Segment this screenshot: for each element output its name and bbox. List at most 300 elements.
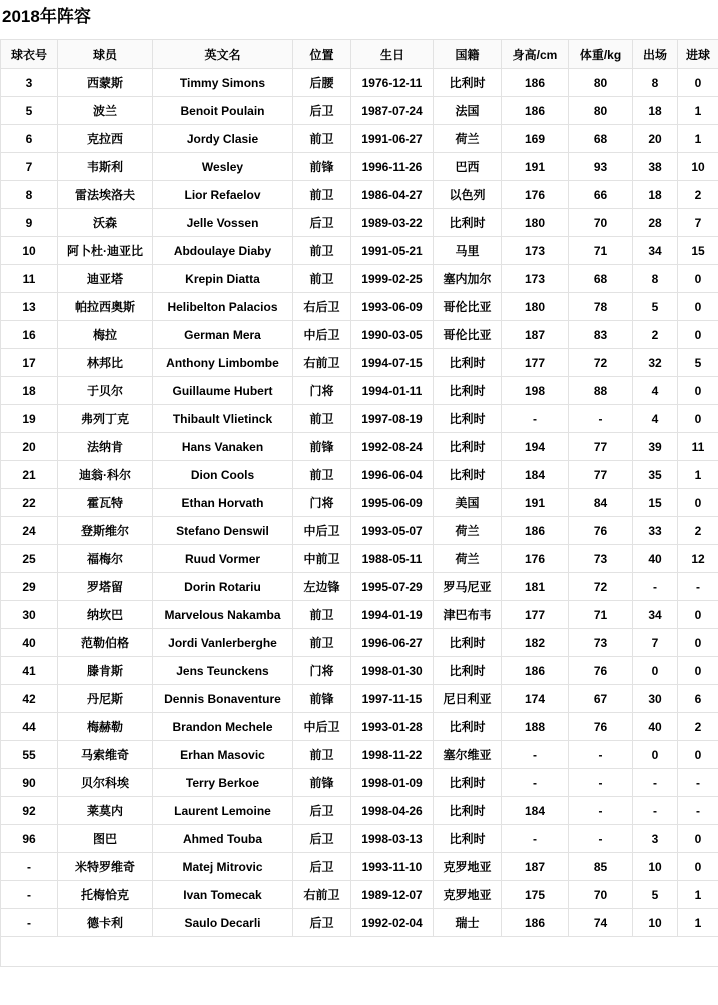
table-cell: 0: [678, 321, 718, 349]
table-cell: 比利时: [434, 461, 502, 489]
table-cell: 米特罗维奇: [58, 853, 153, 881]
table-cell: 范勒伯格: [58, 629, 153, 657]
table-cell: 尼日利亚: [434, 685, 502, 713]
table-cell: 2: [678, 713, 718, 741]
table-cell: -: [1, 853, 58, 881]
table-cell: 霍瓦特: [58, 489, 153, 517]
table-row: [1, 825, 718, 853]
table-cell: 22: [1, 489, 58, 517]
table-cell: 荷兰: [434, 545, 502, 573]
table-cell: 0: [678, 741, 718, 769]
table-cell: 7: [1, 153, 58, 181]
table-row: [1, 601, 718, 629]
table-row: [1, 517, 718, 545]
table-cell: 梅拉: [58, 321, 153, 349]
table-cell: 8: [1, 181, 58, 209]
table-cell: 1997-08-19: [351, 405, 434, 433]
table-cell: 73: [569, 545, 633, 573]
table-cell: 右前卫: [293, 349, 351, 377]
table-cell: 前锋: [293, 685, 351, 713]
table-cell: 荷兰: [434, 125, 502, 153]
table-row: [1, 769, 718, 797]
table-cell: 马里: [434, 237, 502, 265]
table-cell: 1993-05-07: [351, 517, 434, 545]
table-row: [1, 881, 718, 909]
table-cell: 1998-11-22: [351, 741, 434, 769]
table-cell: -: [678, 797, 718, 825]
table-cell: 11: [1, 265, 58, 293]
table-cell: 3: [1, 69, 58, 97]
table-cell: 门将: [293, 657, 351, 685]
table-cell: 44: [1, 713, 58, 741]
table-cell: 图巴: [58, 825, 153, 853]
table-cell: 38: [633, 153, 678, 181]
column-header: 球衣号: [1, 40, 58, 69]
table-cell: 40: [633, 545, 678, 573]
squad-table-header: [1, 40, 718, 69]
table-cell: 7: [633, 629, 678, 657]
table-cell: 6: [1, 125, 58, 153]
table-cell: 比利时: [434, 629, 502, 657]
table-cell: 72: [569, 573, 633, 601]
table-cell: 173: [502, 265, 569, 293]
table-cell: 74: [569, 909, 633, 937]
table-cell: Lior Refaelov: [153, 181, 293, 209]
table-cell: 0: [678, 657, 718, 685]
table-cell: 福梅尔: [58, 545, 153, 573]
table-cell: 35: [633, 461, 678, 489]
table-cell: 176: [502, 181, 569, 209]
table-cell: 滕肯斯: [58, 657, 153, 685]
table-cell: 0: [633, 741, 678, 769]
table-cell: 1: [678, 881, 718, 909]
table-row: [1, 237, 718, 265]
table-cell: 后卫: [293, 853, 351, 881]
table-cell: 32: [633, 349, 678, 377]
table-row: [1, 209, 718, 237]
table-cell: 76: [569, 713, 633, 741]
table-cell: -: [502, 769, 569, 797]
table-cell: 中前卫: [293, 545, 351, 573]
column-header: 体重/kg: [569, 40, 633, 69]
table-row: [1, 713, 718, 741]
table-cell: 于贝尔: [58, 377, 153, 405]
table-cell: Guillaume Hubert: [153, 377, 293, 405]
table-cell: 1989-12-07: [351, 881, 434, 909]
table-cell: 荷兰: [434, 517, 502, 545]
table-cell: 21: [1, 461, 58, 489]
table-cell: 67: [569, 685, 633, 713]
table-cell: 174: [502, 685, 569, 713]
table-cell: 78: [569, 293, 633, 321]
table-cell: 1993-11-10: [351, 853, 434, 881]
table-cell: 西蒙斯: [58, 69, 153, 97]
table-cell: 罗马尼亚: [434, 573, 502, 601]
table-cell: 3: [633, 825, 678, 853]
table-cell: 30: [1, 601, 58, 629]
table-cell: Erhan Masovic: [153, 741, 293, 769]
table-cell: 5: [633, 293, 678, 321]
table-cell: 前锋: [293, 769, 351, 797]
table-cell: 0: [633, 657, 678, 685]
table-cell: Anthony Limbombe: [153, 349, 293, 377]
table-cell: 登斯维尔: [58, 517, 153, 545]
table-cell: 右后卫: [293, 293, 351, 321]
table-cell: 莱莫内: [58, 797, 153, 825]
table-cell: 0: [678, 377, 718, 405]
table-cell: 1996-06-27: [351, 629, 434, 657]
table-row: [1, 153, 718, 181]
table-cell: 180: [502, 209, 569, 237]
table-cell: -: [633, 797, 678, 825]
table-cell: 前锋: [293, 153, 351, 181]
table-cell: 188: [502, 713, 569, 741]
table-row: [1, 97, 718, 125]
table-cell: Ahmed Touba: [153, 825, 293, 853]
table-cell: 前卫: [293, 405, 351, 433]
empty-row: [1, 937, 718, 967]
table-cell: Benoit Poulain: [153, 97, 293, 125]
table-cell: 哥伦比亚: [434, 321, 502, 349]
table-cell: 177: [502, 349, 569, 377]
table-cell: 1988-05-11: [351, 545, 434, 573]
table-cell: 迪翁·科尔: [58, 461, 153, 489]
table-cell: 0: [678, 265, 718, 293]
table-cell: 8: [633, 265, 678, 293]
table-cell: 20: [633, 125, 678, 153]
table-cell: Wesley: [153, 153, 293, 181]
table-cell: Saulo Decarli: [153, 909, 293, 937]
table-cell: -: [569, 405, 633, 433]
table-cell: 24: [1, 517, 58, 545]
table-cell: 96: [1, 825, 58, 853]
table-cell: 比利时: [434, 405, 502, 433]
table-cell: 71: [569, 601, 633, 629]
table-cell: 雷法埃洛夫: [58, 181, 153, 209]
table-cell: 克罗地亚: [434, 881, 502, 909]
table-cell: 哥伦比亚: [434, 293, 502, 321]
table-cell: 182: [502, 629, 569, 657]
squad-table-body: [1, 69, 718, 967]
table-cell: 阿卜杜·迪亚比: [58, 237, 153, 265]
table-cell: 10: [1, 237, 58, 265]
table-cell: 33: [633, 517, 678, 545]
table-cell: 73: [569, 629, 633, 657]
table-row: [1, 461, 718, 489]
table-cell: 巴西: [434, 153, 502, 181]
table-cell: 前卫: [293, 181, 351, 209]
table-cell: 71: [569, 237, 633, 265]
table-cell: 4: [633, 405, 678, 433]
table-cell: -: [502, 825, 569, 853]
table-cell: 0: [678, 69, 718, 97]
table-cell: 92: [1, 797, 58, 825]
table-cell: 66: [569, 181, 633, 209]
column-header: 国籍: [434, 40, 502, 69]
table-cell: 前锋: [293, 433, 351, 461]
table-cell: 1996-11-26: [351, 153, 434, 181]
table-cell: 184: [502, 797, 569, 825]
table-row: [1, 545, 718, 573]
table-cell: 16: [1, 321, 58, 349]
table-cell: Hans Vanaken: [153, 433, 293, 461]
table-cell: -: [1, 909, 58, 937]
table-cell: 1998-01-30: [351, 657, 434, 685]
table-cell: -: [678, 573, 718, 601]
table-cell: 29: [1, 573, 58, 601]
table-cell: 1992-08-24: [351, 433, 434, 461]
table-cell: 0: [678, 293, 718, 321]
table-cell: 罗塔留: [58, 573, 153, 601]
table-cell: 后卫: [293, 97, 351, 125]
column-header: 进球: [678, 40, 718, 69]
table-row: [1, 265, 718, 293]
table-cell: 托梅恰克: [58, 881, 153, 909]
table-cell: 梅赫勒: [58, 713, 153, 741]
table-cell: Dion Cools: [153, 461, 293, 489]
table-cell: 帕拉西奥斯: [58, 293, 153, 321]
table-cell: 后卫: [293, 909, 351, 937]
table-cell: 1997-11-15: [351, 685, 434, 713]
table-cell: 8: [633, 69, 678, 97]
table-cell: 40: [633, 713, 678, 741]
table-cell: 28: [633, 209, 678, 237]
table-cell: 10: [633, 909, 678, 937]
table-cell: 塞尔维亚: [434, 741, 502, 769]
table-cell: 34: [633, 601, 678, 629]
table-cell: German Mera: [153, 321, 293, 349]
table-cell: 2: [633, 321, 678, 349]
table-cell: 18: [633, 181, 678, 209]
table-cell: Stefano Denswil: [153, 517, 293, 545]
table-row: [1, 909, 718, 937]
table-cell: 弗列丁克: [58, 405, 153, 433]
table-cell: 门将: [293, 489, 351, 517]
table-cell: 68: [569, 265, 633, 293]
table-cell: 0: [678, 825, 718, 853]
table-row: [1, 181, 718, 209]
table-cell: 186: [502, 909, 569, 937]
table-cell: 169: [502, 125, 569, 153]
table-cell: 前卫: [293, 461, 351, 489]
table-cell: 后腰: [293, 69, 351, 97]
table-cell: Krepin Diatta: [153, 265, 293, 293]
table-cell: -: [502, 405, 569, 433]
table-cell: 比利时: [434, 825, 502, 853]
table-row: [1, 741, 718, 769]
table-cell: 20: [1, 433, 58, 461]
table-row: [1, 629, 718, 657]
table-cell: 10: [678, 153, 718, 181]
table-cell: 41: [1, 657, 58, 685]
table-cell: 0: [678, 629, 718, 657]
table-cell: 津巴布韦: [434, 601, 502, 629]
table-cell: Ivan Tomecak: [153, 881, 293, 909]
table-cell: Ruud Vormer: [153, 545, 293, 573]
table-cell: 2: [678, 181, 718, 209]
table-cell: 克拉西: [58, 125, 153, 153]
table-cell: 比利时: [434, 797, 502, 825]
table-row: [1, 405, 718, 433]
table-cell: Matej Mitrovic: [153, 853, 293, 881]
table-row: [1, 573, 718, 601]
table-cell: Jelle Vossen: [153, 209, 293, 237]
table-cell: Dennis Bonaventure: [153, 685, 293, 713]
table-cell: -: [569, 797, 633, 825]
table-cell: 84: [569, 489, 633, 517]
table-cell: Marvelous Nakamba: [153, 601, 293, 629]
table-cell: -: [1, 881, 58, 909]
table-cell: 韦斯利: [58, 153, 153, 181]
table-cell: -: [678, 769, 718, 797]
table-cell: 法国: [434, 97, 502, 125]
table-cell: Helibelton Palacios: [153, 293, 293, 321]
table-cell: 11: [678, 433, 718, 461]
table-cell: 6: [678, 685, 718, 713]
table-row: [1, 69, 718, 97]
table-cell: -: [633, 769, 678, 797]
table-cell: 1: [678, 97, 718, 125]
table-cell: 5: [633, 881, 678, 909]
table-cell: 77: [569, 433, 633, 461]
table-cell: 1987-07-24: [351, 97, 434, 125]
table-cell: 0: [678, 489, 718, 517]
table-cell: Abdoulaye Diaby: [153, 237, 293, 265]
table-cell: 19: [1, 405, 58, 433]
table-cell: 181: [502, 573, 569, 601]
table-cell: 1998-01-09: [351, 769, 434, 797]
table-row: [1, 377, 718, 405]
table-cell: 18: [633, 97, 678, 125]
table-cell: Laurent Lemoine: [153, 797, 293, 825]
table-cell: 186: [502, 97, 569, 125]
table-cell: 198: [502, 377, 569, 405]
table-cell: 1: [678, 125, 718, 153]
table-row: [1, 657, 718, 685]
table-cell: 1989-03-22: [351, 209, 434, 237]
table-cell: 1998-03-13: [351, 825, 434, 853]
table-cell: 门将: [293, 377, 351, 405]
table-cell: 1990-03-05: [351, 321, 434, 349]
table-cell: 93: [569, 153, 633, 181]
table-cell: 比利时: [434, 769, 502, 797]
table-cell: 1994-07-15: [351, 349, 434, 377]
table-cell: 后卫: [293, 825, 351, 853]
table-cell: 173: [502, 237, 569, 265]
table-cell: 波兰: [58, 97, 153, 125]
table-cell: 1998-04-26: [351, 797, 434, 825]
table-cell: 丹尼斯: [58, 685, 153, 713]
table-cell: 比利时: [434, 349, 502, 377]
table-cell: -: [569, 825, 633, 853]
table-cell: 176: [502, 545, 569, 573]
table-cell: Dorin Rotariu: [153, 573, 293, 601]
table-cell: 1994-01-11: [351, 377, 434, 405]
column-header: 英文名: [153, 40, 293, 69]
table-cell: 25: [1, 545, 58, 573]
table-cell: 右前卫: [293, 881, 351, 909]
table-cell: 184: [502, 461, 569, 489]
table-cell: 88: [569, 377, 633, 405]
table-cell: Jordi Vanlerberghe: [153, 629, 293, 657]
table-cell: 80: [569, 69, 633, 97]
table-cell: Terry Berkoe: [153, 769, 293, 797]
table-cell: 德卡利: [58, 909, 153, 937]
table-cell: 2: [678, 517, 718, 545]
table-cell: 85: [569, 853, 633, 881]
table-cell: 83: [569, 321, 633, 349]
table-cell: 1: [678, 461, 718, 489]
table-cell: 1991-05-21: [351, 237, 434, 265]
table-cell: 前卫: [293, 741, 351, 769]
table-cell: 左边锋: [293, 573, 351, 601]
table-cell: 沃森: [58, 209, 153, 237]
table-row: [1, 433, 718, 461]
table-row: [1, 349, 718, 377]
table-cell: 13: [1, 293, 58, 321]
column-header: 生日: [351, 40, 434, 69]
table-cell: 中后卫: [293, 517, 351, 545]
table-cell: 1992-02-04: [351, 909, 434, 937]
table-cell: 39: [633, 433, 678, 461]
table-cell: 10: [633, 853, 678, 881]
table-cell: 80: [569, 97, 633, 125]
table-cell: 1991-06-27: [351, 125, 434, 153]
column-header: 球员: [58, 40, 153, 69]
table-cell: 贝尔科埃: [58, 769, 153, 797]
table-cell: 186: [502, 69, 569, 97]
table-cell: 1995-07-29: [351, 573, 434, 601]
table-cell: 比利时: [434, 657, 502, 685]
empty-cell: [1, 937, 718, 967]
table-cell: 186: [502, 517, 569, 545]
table-cell: Jens Teunckens: [153, 657, 293, 685]
table-cell: 12: [678, 545, 718, 573]
squad-table: [0, 39, 718, 967]
table-row: [1, 797, 718, 825]
table-cell: 0: [678, 405, 718, 433]
table-cell: -: [569, 769, 633, 797]
table-cell: 比利时: [434, 69, 502, 97]
table-cell: 34: [633, 237, 678, 265]
table-cell: 纳坎巴: [58, 601, 153, 629]
table-cell: 比利时: [434, 377, 502, 405]
table-cell: 30: [633, 685, 678, 713]
table-cell: 77: [569, 461, 633, 489]
table-cell: 1993-01-28: [351, 713, 434, 741]
table-cell: 前卫: [293, 629, 351, 657]
table-cell: 17: [1, 349, 58, 377]
table-cell: 177: [502, 601, 569, 629]
table-cell: 迪亚塔: [58, 265, 153, 293]
table-cell: 70: [569, 209, 633, 237]
table-row: [1, 489, 718, 517]
table-cell: 68: [569, 125, 633, 153]
table-cell: 前卫: [293, 601, 351, 629]
table-cell: 1999-02-25: [351, 265, 434, 293]
table-cell: 前卫: [293, 265, 351, 293]
table-cell: 比利时: [434, 713, 502, 741]
header-row: [1, 40, 718, 69]
table-cell: 后卫: [293, 209, 351, 237]
table-cell: Thibault Vlietinck: [153, 405, 293, 433]
table-cell: 15: [633, 489, 678, 517]
table-cell: 55: [1, 741, 58, 769]
table-cell: 前卫: [293, 237, 351, 265]
table-cell: 15: [678, 237, 718, 265]
table-cell: 1986-04-27: [351, 181, 434, 209]
table-cell: Timmy Simons: [153, 69, 293, 97]
